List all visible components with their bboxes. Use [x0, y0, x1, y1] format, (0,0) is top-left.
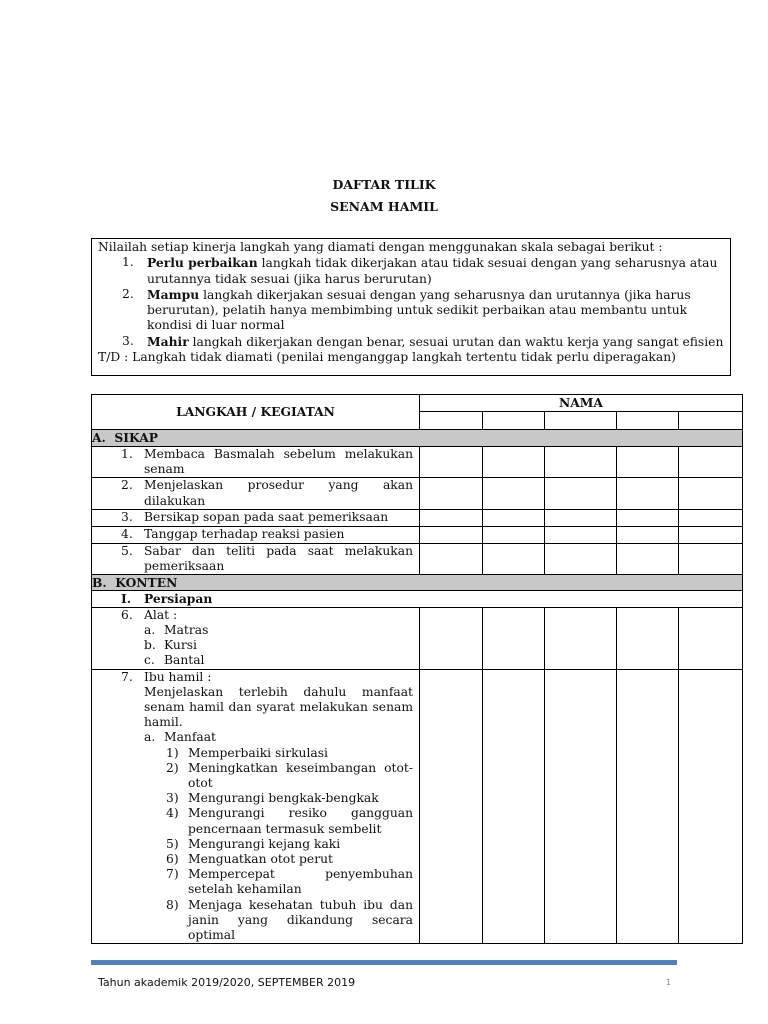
scale-item-3: 3. Mahir langkah dikerjakan dengan benar, sesuai urutan dan waktu kerja yang sangat efisien	[122, 333, 724, 349]
checklist-table	[91, 394, 743, 944]
subsection-persiapan: I. Persiapan	[92, 591, 743, 607]
table-row: 2. Menjelaskan prosedur yang akan dilakukan	[92, 478, 743, 509]
table-row: 1. Membaca Basmalah sebelum melakukan senam	[92, 447, 743, 478]
rating-scale-box	[91, 238, 731, 376]
document-subtitle: SENAM HAMIL	[330, 199, 438, 214]
section-konten: B. KONTEN	[92, 575, 743, 591]
document-title: DAFTAR TILIK	[332, 177, 436, 192]
page-number: 1	[666, 978, 672, 987]
scale-item-2: 2. Mampu langkah dikerjakan sesuai dengan yang seharusnya dan urutannya (jika harus berurutan), pelatih hanya membimbing untuk sedikit perbaikan atau membantu untuk kondisi di luar normal	[122, 286, 691, 333]
table-row: 6. Alat : a. Matras b. Kursi c. Bantal	[92, 607, 743, 669]
table-row: 4. Tanggap terhadap reaksi pasien	[92, 526, 743, 543]
table-row: 3. Bersikap sopan pada saat pemeriksaan	[92, 509, 743, 526]
footer-divider	[91, 960, 677, 965]
section-sikap: A. SIKAP	[92, 430, 743, 447]
table-row: 7. Ibu hamil : Menjelaskan terlebih dahulu manfaat senam hamil dan syarat melakukan senam hamil. a. Manfaat 1) Memperbaiki sirkulasi 2) Meningkatkan keseimbangan otot-otot 3) Mengurangi bengkak-bengkak 4) Mengurangi resiko gangguan pencernaan termasuk sembelit 5) Mengurangi kejang kaki 6) Menguatkan otot perut 7) Mempercepat penyembuhan setelah kehamilan 8) Menjaga kesehatan tubuh ibu dan janin yang dikandung secara optimal	[92, 669, 743, 944]
table-row: 5. Sabar dan teliti pada saat melakukan pemeriksaan	[92, 543, 743, 574]
header-name: NAMA	[420, 395, 743, 412]
footer-text: Tahun akademik 2019/2020, SEPTEMBER 2019	[98, 976, 356, 989]
scale-intro: Nilailah setiap kinerja langkah yang diamati dengan menggunakan skala sebagai berikut :	[98, 240, 663, 254]
scale-item-1: 1. Perlu perbaikan langkah tidak dikerjakan atau tidak sesuai dengan yang seharusnya atau urutannya tidak sesuai (jika harus berurutan)	[122, 255, 718, 286]
header-activity: LANGKAH / KEGIATAN	[92, 395, 420, 430]
scale-td-note: T/D : Langkah tidak diamati (penilai menganggap langkah tertentu tidak perlu diperagakan)	[98, 350, 676, 365]
